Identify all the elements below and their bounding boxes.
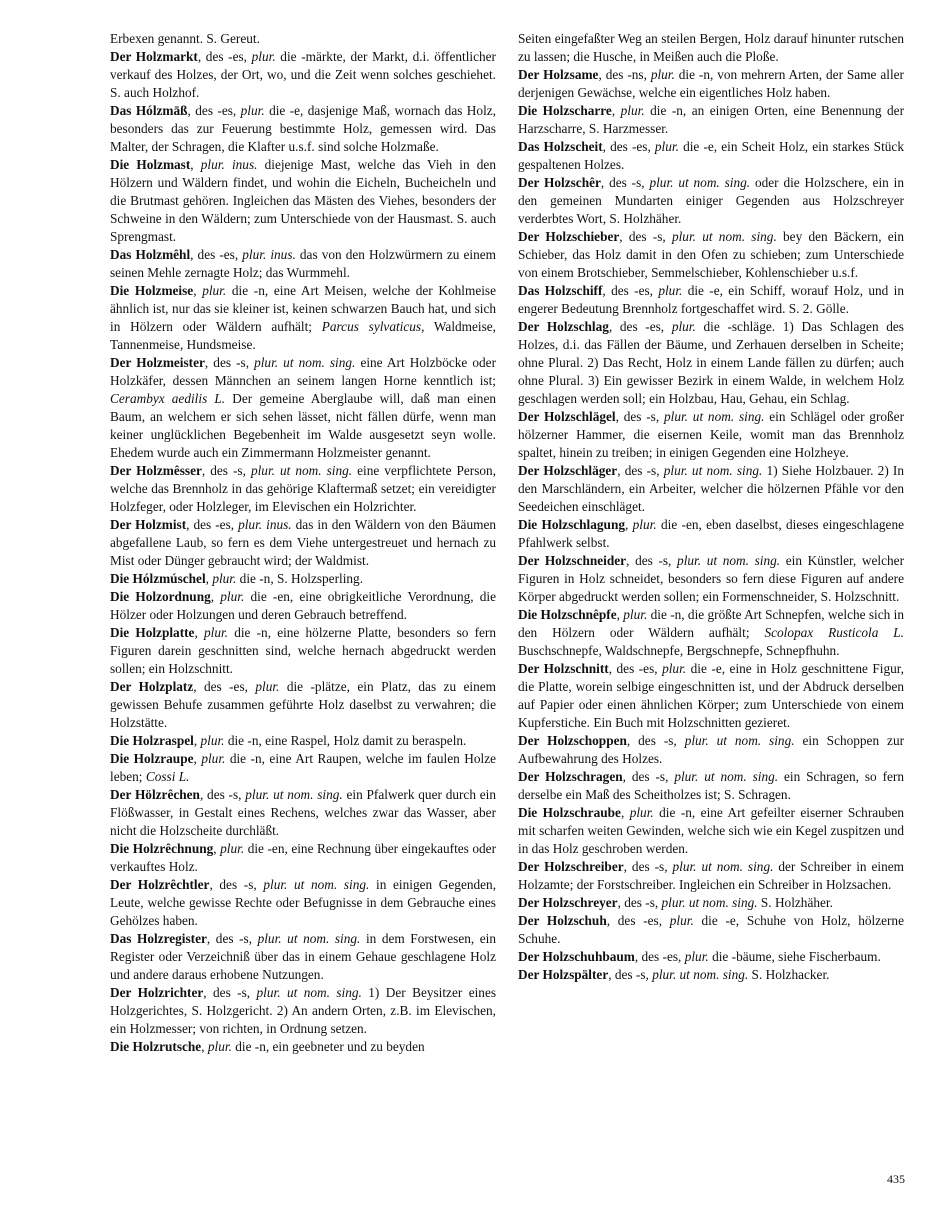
dictionary-entry [110,786,496,840]
entry-text: S. Holzhacker. [748,967,830,982]
entry-headword: Der Holzschoppen [518,733,627,748]
entry-headword: Der Holzschuhbaum [518,949,635,964]
entry-text: , des -s, [617,895,662,910]
entry-text: , des -s, [626,553,678,568]
entry-text: , des -es, [197,49,252,64]
entry-text: , des -s, [615,409,664,424]
entry-headword: Der Holzschragen [518,769,623,784]
entry-italic-text: plur. [220,841,245,856]
dictionary-entry [110,732,496,750]
entry-text: Seiten eingefaßter Weg an steilen Bergen, Holz darauf hinunter rutschen zu lassen; die Husche, in Meißen auch die Ploße. [518,31,904,64]
entry-text: S. Holzhäher. [757,895,833,910]
entry-headword: Das Hólzmāß [110,103,188,118]
entry-italic-text: plur. [654,139,679,154]
entry-text: die -en, eine obrigkeitliche Verordnung, die Hölzer oder Holzungen und deren Gebrauch betreffend. [110,589,497,622]
dictionary-entry [110,354,496,462]
entry-text: , [194,625,204,640]
entry-text: , des -s, [204,355,255,370]
entry-text: , [193,751,202,766]
entry-text: , des -es, [602,283,659,298]
entry-headword: Die Holzschraube [518,805,621,820]
entry-text: ein Schragen, so fern derselbe ein Maß des Scheitholzes ist; S. Schragen. [518,769,904,802]
entry-text: , des -s, [209,877,264,892]
entry-headword: Die Holzraupe [110,751,194,766]
entry-text: die -schläge. 1) Das Schlagen des Holzes, d.i. das Fällen der Bäume, und Zerhauen derselben in Scheite; ohne Plural. 2) Das Recht, Holz in einem Lande fällen zu dürfen; auch ohne Plural. 3) Ein gewisser Bezirk in einem Walde, in welchem Holz geschlagen werden soll; ein Holzbau, Hau, Gehau, ein Schlag. [518,319,904,406]
entry-italic-text: plur. ut nom. sing. [250,463,353,478]
right-column [518,30,904,984]
dictionary-entry [110,840,496,876]
entry-headword: Der Holzschieber [518,229,620,244]
entry-italic-text: plur. [220,589,245,604]
entry-text: die -e, dasjenige Maß, wornach das Holz, besonders das zur Feuerung bestimmte Holz, gemessen wird. Das Malter, der Schragen, die Klafter u.s.f. sind solche Holzmaße. [110,103,496,154]
entry-italic-text: plur. [650,67,675,82]
entry-italic-text: plur. [662,661,687,676]
entry-text: , [616,607,624,622]
dictionary-entry [518,948,904,966]
entry-text: , [611,103,621,118]
entry-headword: Die Holzrutsche [110,1039,202,1054]
entry-text: , des -s, [206,931,258,946]
entry-italic-text: plur. ut nom. sing. [672,859,774,874]
entry-italic-text: Scolopax Rusticola L. [764,625,904,640]
entry-text: der Schreiber in einem Holzamte; der Forstschreiber. Ingleichen ein Schreiber in Holzsachen. [518,859,904,892]
dictionary-entry [110,570,496,588]
entry-text: , des -s, [600,175,650,190]
entry-italic-text: plur. ut nom. sing. [245,787,343,802]
entry-headword: Der Holzschreyer [518,895,618,910]
entry-text: die -n, eine Art Meisen, welche der Kohlmeise ähnlich ist, nur das sie kleiner ist, keinen schwarzen Bauch hat, und sich in Hölzern oder Wäldern aufhält; [110,283,496,334]
dictionary-entry [110,1038,496,1056]
dictionary-entry [518,516,904,552]
dictionary-entry [110,516,496,570]
dictionary-entry [518,912,904,948]
entry-italic-text: plur. inus. [242,247,296,262]
entry-text: , des -es, [608,319,672,334]
entry-text: , des -ns, [598,67,651,82]
entry-text: die -n, an einigen Orten, eine Benennung der Harzscharre, S. Harzmesser. [518,103,904,136]
entry-italic-text: plur. [201,751,226,766]
entry-text: , des -es, [606,913,670,928]
entry-text: ein Künstler, welcher Figuren in Holz schneidet, besonders so fern diese Figuren auf andere Körper abgedruckt werden sollen; ein Formenschneider, S. Holzschnitt. [518,553,904,604]
entry-italic-text: plur. [684,949,709,964]
entry-text: , des -es, [187,103,241,118]
entry-text: , [625,517,633,532]
entry-headword: Der Holzmarkt [110,49,198,64]
dictionary-entry [518,732,904,768]
entry-italic-text: plur. ut nom. sing. [671,229,777,244]
entry-italic-text: plur. [620,103,645,118]
entry-text: , [213,841,221,856]
entry-text: in dem Forstwesen, ein Register oder Verzeichniß über das in einem Gehaue geschlagene Holz und andere daraus erhobene Nutzungen. [110,931,497,982]
dictionary-entry [110,102,496,156]
entry-text: Der gemeine Aberglaube will, daß man einen Baum, an welchem er sich sehen lässet, nicht fällen dürfe, wenn man keiner unglücklichen Begebenheit im Walde ausgesetzt seyn wolle. Ehedem wurde auch ein Zimmermann Holzmeister genannt. [110,391,496,460]
entry-text: , des -s, [608,967,653,982]
dictionary-entry [518,894,904,912]
entry-headword: Der Holzschlag [518,319,609,334]
entry-text: Buschschnepfe, Waldschnepfe, Bergschnepfe, Schnepfhuhn. [518,643,840,658]
entry-italic-text: plur. [200,733,225,748]
entry-text: , des -s, [203,985,257,1000]
entry-headword: Der Holzrêchtler [110,877,210,892]
entry-text: eine verpflichtete Person, welche das Brennholz in das gehörige Klaftermaß setzet; ein vereidigter Holzfeger, oder Holzleger, im Elevischen ein Holzrichter. [110,463,497,514]
entry-headword: Das Holzscheit [518,139,603,154]
entry-italic-text: plur. ut nom. sing. [649,175,751,190]
entry-text: die -n, die größte Art Schnepfen, welche sich in den Hölzern oder Wäldern aufhält; [518,607,904,640]
entry-headword: Der Holzschlägel [518,409,616,424]
entry-headword: Die Holzmeise [110,283,194,298]
entry-text: , des -s, [623,859,673,874]
entry-italic-text: plur. inus. [238,517,292,532]
dictionary-entry [110,30,496,48]
dictionary-entry [518,660,904,732]
entry-text: , des -es, [602,139,655,154]
entry-headword: Die Holzrêchnung [110,841,214,856]
entry-text: , [210,589,221,604]
entry-text: das von den Holzwürmern zu einem seinen Mehle zernagte Holz; das Wurmmehl. [110,247,496,280]
entry-text: die -n, eine Raspel, Holz damit zu beraspeln. [224,733,467,748]
dictionary-entry [110,750,496,786]
entry-italic-text: plur. ut nom. sing. [652,967,749,982]
entry-text: die -plätze, ein Platz, das zu einem gewissen Behufe zusammen geführte Holz daselbst zu verwahren; die Holzstätte. [110,679,496,730]
entry-text: , des -s, [622,769,675,784]
entry-headword: Der Holzschêr [518,175,601,190]
entry-italic-text: plur. ut nom. sing. [256,985,362,1000]
entry-text: die -n, eine Art gefeilter eiserner Schrauben mit scharfen weiten Gewinden, welche sich wie ein Kegel zuspitzen und in das Holz geschroben werden. [518,805,905,856]
entry-italic-text: plur. [251,49,276,64]
dictionary-entry [110,246,496,282]
dictionary-entry [110,678,496,732]
dictionary-entry [518,408,904,462]
entry-text: , des -s, [617,463,664,478]
dictionary-entry [518,858,904,894]
entry-text: die -e, eine in Holz geschnittene Figur, die Platte, worein selbige eingeschnitten ist, und der Abdruck derselben auf Papier oder einen ähnlichen Körper; zum Unterschiede von einem Kupferstiche. Ein Buch mit Holzschnitten gezieret. [518,661,904,730]
entry-italic-text: plur. [240,103,265,118]
dictionary-entry [110,462,496,516]
dictionary-entry [518,228,904,282]
entry-text: in einigen Gegenden, Leute, welche gewisse Rechte oder Befugnisse in dem Gebrauche eines Gehölzes haben. [110,877,497,928]
entry-italic-text: plur. ut nom. sing. [663,409,765,424]
dictionary-entry [518,30,904,66]
dictionary-entry [110,624,496,678]
dictionary-entry [518,768,904,804]
entry-italic-text: plur. ut nom. sing. [254,355,356,370]
dictionary-entry [110,282,496,354]
entry-italic-text: plur. [629,805,654,820]
dictionary-entry [518,552,904,606]
entry-italic-text: plur. [207,1039,232,1054]
entry-headword: Die Holzschlagung [518,517,625,532]
entry-italic-text: plur. [658,283,683,298]
entry-text: die -n, S. Holzsperling. [236,571,364,586]
entry-text: , des -s, [199,787,246,802]
entry-text: , des -es, [634,949,685,964]
entry-italic-text: plur. ut nom. sing. [674,769,779,784]
entry-italic-text: plur. [202,283,227,298]
entry-headword: Die Holzscharre [518,103,612,118]
entry-italic-text: plur. [203,625,229,640]
entry-text: diejenige Mast, welche das Vieh in den Hölzern und Wäldern findet, und wohin die Eicheln, Bucheicheln und die Brutmast gehören. Ingleichen das Mästen des Viehes, besonders der Schweine in den Wäldern; zum Unterschiede von der Hausmast. S. auch Sprengmast. [110,157,496,244]
entry-text: , des -es, [193,679,256,694]
entry-text: , [620,805,630,820]
entry-text: , [193,733,201,748]
page-number: 435 [887,1172,905,1186]
dictionary-entry [518,804,904,858]
dictionary-entry [518,606,904,660]
entry-text: die -n, eine hölzerne Platte, besonders so fern Figuren darein geschnitten sind, welche hernach abgedruckt werden sollen; ein Holzschnitt. [110,625,497,676]
entry-text: die -n, von mehrern Arten, der Same aller derjenigen Gewächse, welche ein eigentliches Holz haben. [518,67,904,100]
left-column [110,30,496,1056]
entry-italic-text: plur. [669,913,694,928]
entry-headword: Der Holzplatz [110,679,194,694]
entry-italic-text: plur. inus. [200,157,258,172]
entry-text: 1) Der Beysitzer eines Holzgerichtes, S. Holzgericht. 2) An andern Orten, z.B. im Elevischen, ein Holzmesser; von richten, in Ordnung setzen. [110,985,497,1036]
entry-italic-text: plur. ut nom. sing. [677,553,781,568]
entry-headword: Der Holzsame [518,67,599,82]
entry-text: ein Pfalwerk quer durch ein Flößwasser, in Gestalt eines Rechens, welches zwar das Wasser, aber nicht die Holzscheite durchläßt. [110,787,496,838]
entry-text: die -en, eine Rechnung über eingekauftes oder verkauftes Holz. [110,841,497,874]
entry-text: ein Schoppen zur Aufbewahrung des Holzes. [518,733,905,766]
entry-italic-text: plur. [255,679,280,694]
entry-headword: Der Holzschuh [518,913,607,928]
entry-headword: Der Holzmeister [110,355,205,370]
dictionary-entry [518,102,904,138]
entry-italic-text: Cossi L. [145,769,190,784]
dictionary-entry [518,66,904,102]
entry-text: die -e, ein Scheit Holz, ein starkes Stück gespaltenen Holzes. [518,139,904,172]
entry-headword: Der Holzmist [110,517,187,532]
entry-text: bey den Bäckern, ein Schieber, das Holz damit in den Ofen zu schieben; zum Unterschiede von einem Brotschieber, Semmelschieber, Kohlenschieber u.s.f. [518,229,905,280]
dictionary-entry [518,966,904,984]
entry-headword: Die Hólzmúschel [110,571,206,586]
entry-text: , [193,283,203,298]
entry-italic-text: plur. ut nom. sing. [257,931,361,946]
dictionary-entry [110,588,496,624]
entry-headword: Die Holzmast [110,157,191,172]
dictionary-entry [518,282,904,318]
entry-italic-text: plur. ut nom. sing. [661,895,758,910]
dictionary-entry [518,318,904,408]
entry-headword: Der Holzspälter [518,967,609,982]
entry-headword: Die Holzraspel [110,733,194,748]
entry-italic-text: plur. ut nom. sing. [263,877,370,892]
entry-text: die -n, eine Art Raupen, welche im faulen Holze leben; [110,751,497,784]
entry-headword: Der Holzrichter [110,985,204,1000]
dictionary-entry [518,138,904,174]
entry-italic-text: plur. [623,607,648,622]
entry-text: die -märkte, der Markt, d.i. öffentlicher verkauf des Holzes, der Ort, wo, und die Zeit wenn solches geschiehet. S. auch Holzhof. [110,49,496,100]
entry-italic-text: Cerambyx aedilis L. [110,391,226,406]
dictionary-entry [110,984,496,1038]
entry-text: , des -s, [619,229,672,244]
entry-text: die -bäume, siehe Fischerbaum. [708,949,881,964]
entry-text: , des -s, [201,463,251,478]
dictionary-entry [110,48,496,102]
entry-italic-text: plur. [212,571,237,586]
entry-text: die -n, ein geebneter und zu beyden [231,1039,425,1054]
entry-text: die -en, eben daselbst, dieses eingeschlagene Pfahlwerk selbst. [518,517,905,550]
entry-headword: Der Holzschnitt [518,661,609,676]
entry-italic-text: plur. ut nom. sing. [663,463,763,478]
entry-text: , des -es, [190,247,243,262]
entry-text: die -e, ein Schiff, worauf Holz, und in engerer Bedeutung Brennholz fortgeschaffet wird. S. 2. Gölle. [518,283,905,316]
entry-text: Waldmeise, Tannenmeise, Hundsmeise. [110,319,497,352]
entry-italic-text: plur. ut nom. sing. [684,733,795,748]
entry-headword: Das Holzmêhl [110,247,191,262]
entry-text: oder die Holzschere, ein in den gemeinen Mundarten einiger Gegenden aus Holzschreyer verderbtes Wort, S. Holzhäher. [518,175,904,226]
entry-text: , des -s, [626,733,685,748]
entry-text: eine Art Holzböcke oder Holzkäfer, dessen Männchen an seinem langen Horne kenntlich ist; [110,355,497,388]
dictionary-entry [110,156,496,246]
entry-text: , des -es, [186,517,239,532]
entry-headword: Der Holzmêsser [110,463,202,478]
entry-headword: Die Holzschnêpfe [518,607,617,622]
dictionary-entry [518,462,904,516]
entry-headword: Der Holzschneider [518,553,627,568]
dictionary-entry [518,174,904,228]
entry-italic-text: plur. [632,517,657,532]
entry-headword: Das Holzregister [110,931,207,946]
dictionary-entry [110,930,496,984]
entry-text: , des -es, [608,661,663,676]
entry-headword: Der Holzschläger [518,463,618,478]
entry-italic-text: Parcus sylvaticus, [321,319,425,334]
entry-text: , [201,1039,208,1054]
entry-italic-text: plur. [671,319,696,334]
entry-headword: Die Holzordnung [110,589,211,604]
entry-headword: Die Holzplatte [110,625,195,640]
entry-text: ein Schlägel oder großer hölzerner Hammer, die eisernen Keile, womit man das Brennholz spaltet, hinein zu treiben; in einigen Gegenden eine Holzheye. [518,409,904,460]
entry-text: das in den Wäldern von den Bäumen abgefallene Laub, so fern es dem Viehe untergestreuet und hernach zu Mist oder Dünger gebraucht wird; der Waldmist. [110,517,496,568]
entry-text: die -e, Schuhe von Holz, hölzerne Schuhe. [518,913,904,946]
entry-headword: Das Holzschiff [518,283,603,298]
entry-text: , [205,571,213,586]
entry-text: 1) Siehe Holzbauer. 2) In den Marschländern, ein Arbeiter, welcher die hölzernen Pfähle vor den Seedeichen einschläget. [518,463,905,514]
entry-headword: Der Hölzrêchen [110,787,200,802]
dictionary-entry [110,876,496,930]
entry-text: , [190,157,201,172]
entry-text: Erbexen genannt. S. Gereut. [110,31,260,46]
entry-headword: Der Holzschreiber [518,859,624,874]
